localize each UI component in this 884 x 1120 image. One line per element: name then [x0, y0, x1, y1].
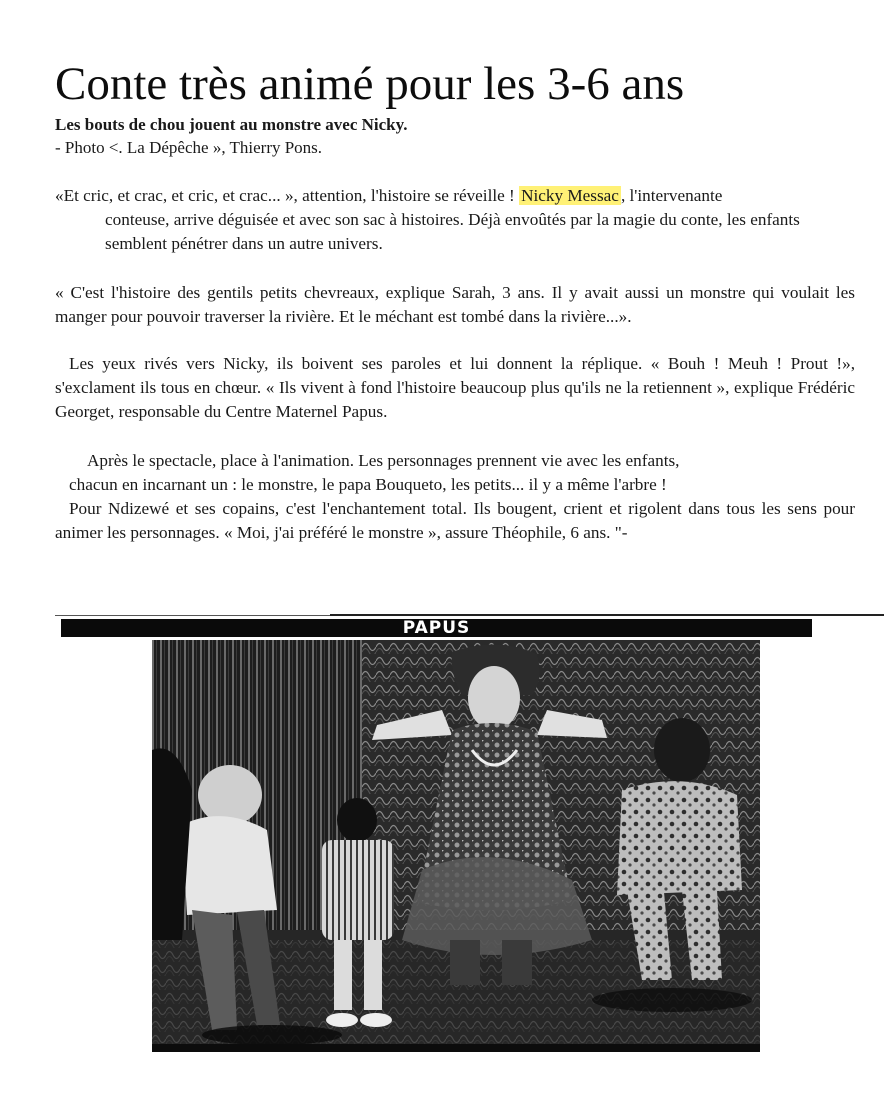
photo-caption: Les bouts de chou jouent au monstre avec Nicky.: [55, 115, 408, 134]
paragraph-ndizewe: Pour Ndizewé et ses copains, c'est l'enchantement total. Ils bougent, crient et rigolent dans tous les sens pour animer les personnages. « Moi, j'ai préféré le monstre », assure Théophile, 6 ans. "-: [55, 499, 855, 542]
photo-illustration: [152, 640, 760, 1052]
paragraph-nicky: Les yeux rivés vers Nicky, ils boivent ses paroles et lui donnent la réplique. « Bouh ! Meuh ! Prout !», s'exclament ils tous en chœur. « Ils vivent à fond l'histoire beaucoup plus qu'ils ne la retiennent », explique Frédéric Georget, responsable du Centre Maternel Papus.: [55, 354, 855, 421]
article-title: Conte très animé pour les 3-6 ans: [55, 58, 685, 110]
paragraph-animation-line-2: chacun en incarnant un : le monstre, le papa Bouqueto, les petits... il y a même l'arbre !: [69, 475, 667, 494]
paragraph-intro-continuation: conteuse, arrive déguisée et avec son sac à histoires. Déjà envoûtés par la magie du conte, les enfants semblent pénétrer dans un autre univers.: [105, 210, 800, 253]
paragraph-animation-line-1: Après le spectacle, place à l'animation. Les personnages prennent vie avec les enfants,: [87, 451, 680, 470]
paragraph-sarah-quote: « C'est l'histoire des gentils petits chevreaux, explique Sarah, 3 ans. Il y avait aussi un monstre qui voulait les manger pour pouvoir traverser la rivière. Et le méchant est tombé dans la rivière...».: [55, 283, 855, 326]
intro-text-after: , l'intervenante: [620, 186, 723, 205]
photo-credit: - Photo <. La Dépêche », Thierry Pons.: [55, 138, 323, 157]
article-photo: [152, 640, 760, 1052]
highlighted-name: Nicky Messac: [521, 186, 619, 205]
intro-text-before: «Et cric, et crac, et cric, et crac... », attention, l'histoire se réveille !: [55, 186, 520, 205]
section-banner: PAPUS: [61, 619, 812, 637]
paragraph-intro-first-line: [55, 184, 855, 208]
divider-line-thick: [330, 614, 884, 616]
paragraph-animation: [55, 449, 855, 497]
paragraph-intro: [55, 184, 855, 256]
